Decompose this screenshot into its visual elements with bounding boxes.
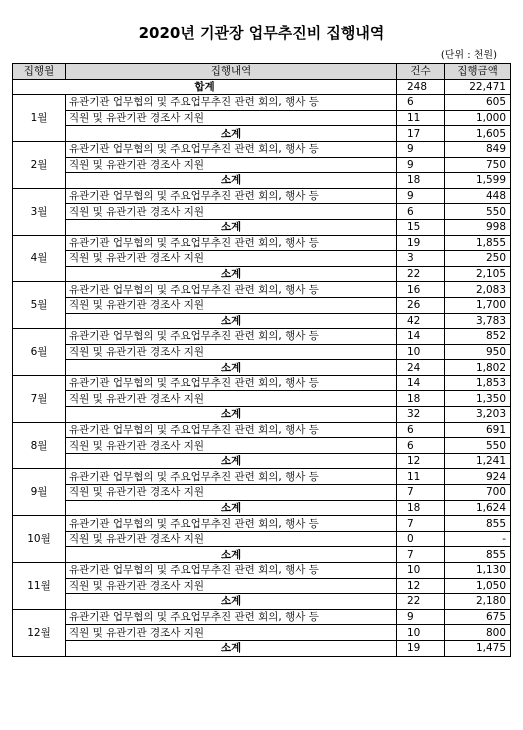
amount-cell: 691 — [445, 422, 511, 438]
table-row — [13, 329, 511, 345]
subtotal-label: 소계 — [66, 173, 397, 189]
count-cell: 18 — [397, 500, 445, 516]
amount-cell: 250 — [445, 251, 511, 267]
count-cell: 12 — [397, 578, 445, 594]
amount-cell: 448 — [445, 188, 511, 204]
table-row — [13, 609, 511, 625]
description-cell: 직원 및 유관기관 경조사 지원 — [66, 297, 397, 313]
table-row — [13, 204, 511, 220]
description-cell: 유관기관 업무협의 및 주요업무추진 관련 회의, 행사 등 — [66, 609, 397, 625]
count-cell: 9 — [397, 157, 445, 173]
description-cell: 직원 및 유관기관 경조사 지원 — [66, 391, 397, 407]
subtotal-label: 소계 — [66, 547, 397, 563]
count-cell: 9 — [397, 141, 445, 157]
count-cell: 6 — [397, 438, 445, 454]
table-row — [13, 251, 511, 267]
description-cell: 유관기관 업무협의 및 주요업무추진 관련 회의, 행사 등 — [66, 188, 397, 204]
table-row — [13, 375, 511, 391]
unit-label: (단위 : 천원) — [440, 50, 497, 61]
description-cell: 직원 및 유관기관 경조사 지원 — [66, 438, 397, 454]
table-row — [13, 235, 511, 251]
amount-cell: 605 — [445, 95, 511, 111]
table-row — [13, 438, 511, 454]
subtotal-label: 소계 — [66, 453, 397, 469]
description-cell: 유관기관 업무협의 및 주요업무추진 관련 회의, 행사 등 — [66, 282, 397, 298]
description-cell: 직원 및 유관기관 경조사 지원 — [66, 625, 397, 641]
amount-cell: 924 — [445, 469, 511, 485]
amount-cell: 2,180 — [445, 594, 511, 610]
table-row — [13, 282, 511, 298]
table-row — [13, 157, 511, 173]
header-month: 집행월 — [13, 64, 66, 80]
subtotal-label: 소계 — [66, 640, 397, 656]
count-cell: 18 — [397, 391, 445, 407]
amount-cell: 800 — [445, 625, 511, 641]
description-cell: 유관기관 업무협의 및 주요업무추진 관련 회의, 행사 등 — [66, 141, 397, 157]
amount-cell: 855 — [445, 516, 511, 532]
amount-cell: 1,050 — [445, 578, 511, 594]
expense-table — [12, 63, 511, 657]
count-cell: 15 — [397, 219, 445, 235]
table-body — [13, 79, 511, 656]
subtotal-label: 소계 — [66, 594, 397, 610]
subtotal-row — [13, 266, 511, 282]
amount-cell: 700 — [445, 485, 511, 501]
count-cell: 42 — [397, 313, 445, 329]
table-row — [13, 188, 511, 204]
amount-cell: 1,475 — [445, 640, 511, 656]
subtotal-row — [13, 126, 511, 142]
description-cell: 유관기관 업무협의 및 주요업무추진 관련 회의, 행사 등 — [66, 95, 397, 111]
total-count: 248 — [397, 79, 445, 95]
month-cell: 12월 — [13, 609, 66, 656]
amount-cell: 3,783 — [445, 313, 511, 329]
count-cell: 32 — [397, 407, 445, 423]
count-cell: 22 — [397, 594, 445, 610]
subtotal-row — [13, 500, 511, 516]
description-cell: 직원 및 유관기관 경조사 지원 — [66, 204, 397, 220]
count-cell: 19 — [397, 640, 445, 656]
table-row — [13, 422, 511, 438]
subtotal-row — [13, 313, 511, 329]
amount-cell: 1,241 — [445, 453, 511, 469]
count-cell: 16 — [397, 282, 445, 298]
month-cell: 2월 — [13, 141, 66, 188]
header-description: 집행내역 — [66, 64, 397, 80]
amount-cell: 852 — [445, 329, 511, 345]
month-cell: 8월 — [13, 422, 66, 469]
count-cell: 0 — [397, 531, 445, 547]
count-cell: 11 — [397, 110, 445, 126]
description-cell: 유관기관 업무협의 및 주요업무추진 관련 회의, 행사 등 — [66, 422, 397, 438]
month-cell: 1월 — [13, 95, 66, 142]
amount-cell: 1,350 — [445, 391, 511, 407]
count-cell: 6 — [397, 422, 445, 438]
total-row — [13, 79, 511, 95]
amount-cell: 849 — [445, 141, 511, 157]
amount-cell: 1,599 — [445, 173, 511, 189]
subtotal-row — [13, 453, 511, 469]
page-title: 2020년 기관장 업무추진비 집행내역 — [138, 24, 385, 42]
amount-cell: 550 — [445, 438, 511, 454]
count-cell: 22 — [397, 266, 445, 282]
subtotal-row — [13, 173, 511, 189]
subtotal-row — [13, 640, 511, 656]
count-cell: 14 — [397, 375, 445, 391]
count-cell: 14 — [397, 329, 445, 345]
count-cell: 10 — [397, 563, 445, 579]
table-row — [13, 485, 511, 501]
table-row — [13, 578, 511, 594]
count-cell: 7 — [397, 547, 445, 563]
table-row — [13, 297, 511, 313]
month-cell: 7월 — [13, 375, 66, 422]
amount-cell: 2,083 — [445, 282, 511, 298]
count-cell: 9 — [397, 188, 445, 204]
amount-cell: 1,700 — [445, 297, 511, 313]
amount-cell: 1,853 — [445, 375, 511, 391]
amount-cell: 2,105 — [445, 266, 511, 282]
count-cell: 9 — [397, 609, 445, 625]
amount-cell: 1,000 — [445, 110, 511, 126]
description-cell: 직원 및 유관기관 경조사 지원 — [66, 110, 397, 126]
description-cell: 유관기관 업무협의 및 주요업무추진 관련 회의, 행사 등 — [66, 375, 397, 391]
amount-cell: 998 — [445, 219, 511, 235]
table-row — [13, 391, 511, 407]
amount-cell: 1,802 — [445, 360, 511, 376]
count-cell: 17 — [397, 126, 445, 142]
amount-cell: - — [445, 531, 511, 547]
table-row — [13, 95, 511, 111]
month-cell: 6월 — [13, 329, 66, 376]
total-label: 합계 — [13, 79, 397, 95]
description-cell: 직원 및 유관기관 경조사 지원 — [66, 485, 397, 501]
amount-cell: 855 — [445, 547, 511, 563]
month-cell: 3월 — [13, 188, 66, 235]
table-row — [13, 469, 511, 485]
subtotal-label: 소계 — [66, 360, 397, 376]
table-row — [13, 516, 511, 532]
subtotal-label: 소계 — [66, 126, 397, 142]
amount-cell: 1,605 — [445, 126, 511, 142]
table-row — [13, 141, 511, 157]
description-cell: 유관기관 업무협의 및 주요업무추진 관련 회의, 행사 등 — [66, 235, 397, 251]
subtotal-row — [13, 594, 511, 610]
subtotal-row — [13, 219, 511, 235]
description-cell: 유관기관 업무협의 및 주요업무추진 관련 회의, 행사 등 — [66, 329, 397, 345]
subtotal-label: 소계 — [66, 500, 397, 516]
table-row — [13, 110, 511, 126]
description-cell: 직원 및 유관기관 경조사 지원 — [66, 251, 397, 267]
month-cell: 9월 — [13, 469, 66, 516]
description-cell: 직원 및 유관기관 경조사 지원 — [66, 344, 397, 360]
description-cell: 유관기관 업무협의 및 주요업무추진 관련 회의, 행사 등 — [66, 469, 397, 485]
subtotal-label: 소계 — [66, 407, 397, 423]
count-cell: 12 — [397, 453, 445, 469]
header-count: 건수 — [397, 64, 445, 80]
description-cell: 유관기관 업무협의 및 주요업무추진 관련 회의, 행사 등 — [66, 563, 397, 579]
table-row — [13, 344, 511, 360]
month-cell: 4월 — [13, 235, 66, 282]
description-cell: 직원 및 유관기관 경조사 지원 — [66, 157, 397, 173]
description-cell: 직원 및 유관기관 경조사 지원 — [66, 578, 397, 594]
count-cell: 19 — [397, 235, 445, 251]
count-cell: 6 — [397, 95, 445, 111]
subtotal-label: 소계 — [66, 266, 397, 282]
count-cell: 11 — [397, 469, 445, 485]
subtotal-row — [13, 360, 511, 376]
amount-cell: 750 — [445, 157, 511, 173]
table-row — [13, 531, 511, 547]
subtotal-row — [13, 407, 511, 423]
description-cell: 유관기관 업무협의 및 주요업무추진 관련 회의, 행사 등 — [66, 516, 397, 532]
month-cell: 11월 — [13, 563, 66, 610]
amount-cell: 675 — [445, 609, 511, 625]
subtotal-label: 소계 — [66, 219, 397, 235]
table-row — [13, 625, 511, 641]
count-cell: 6 — [397, 204, 445, 220]
count-cell: 3 — [397, 251, 445, 267]
header-row — [13, 64, 511, 80]
month-cell: 5월 — [13, 282, 66, 329]
count-cell: 26 — [397, 297, 445, 313]
count-cell: 7 — [397, 516, 445, 532]
amount-cell: 950 — [445, 344, 511, 360]
count-cell: 24 — [397, 360, 445, 376]
subtotal-row — [13, 547, 511, 563]
description-cell: 직원 및 유관기관 경조사 지원 — [66, 531, 397, 547]
count-cell: 18 — [397, 173, 445, 189]
month-cell: 10월 — [13, 516, 66, 563]
count-cell: 10 — [397, 625, 445, 641]
amount-cell: 550 — [445, 204, 511, 220]
total-amount: 22,471 — [445, 79, 511, 95]
amount-cell: 1,855 — [445, 235, 511, 251]
count-cell: 7 — [397, 485, 445, 501]
subtotal-label: 소계 — [66, 313, 397, 329]
amount-cell: 1,624 — [445, 500, 511, 516]
amount-cell: 3,203 — [445, 407, 511, 423]
header-amount: 집행금액 — [445, 64, 511, 80]
count-cell: 10 — [397, 344, 445, 360]
table-row — [13, 563, 511, 579]
amount-cell: 1,130 — [445, 563, 511, 579]
